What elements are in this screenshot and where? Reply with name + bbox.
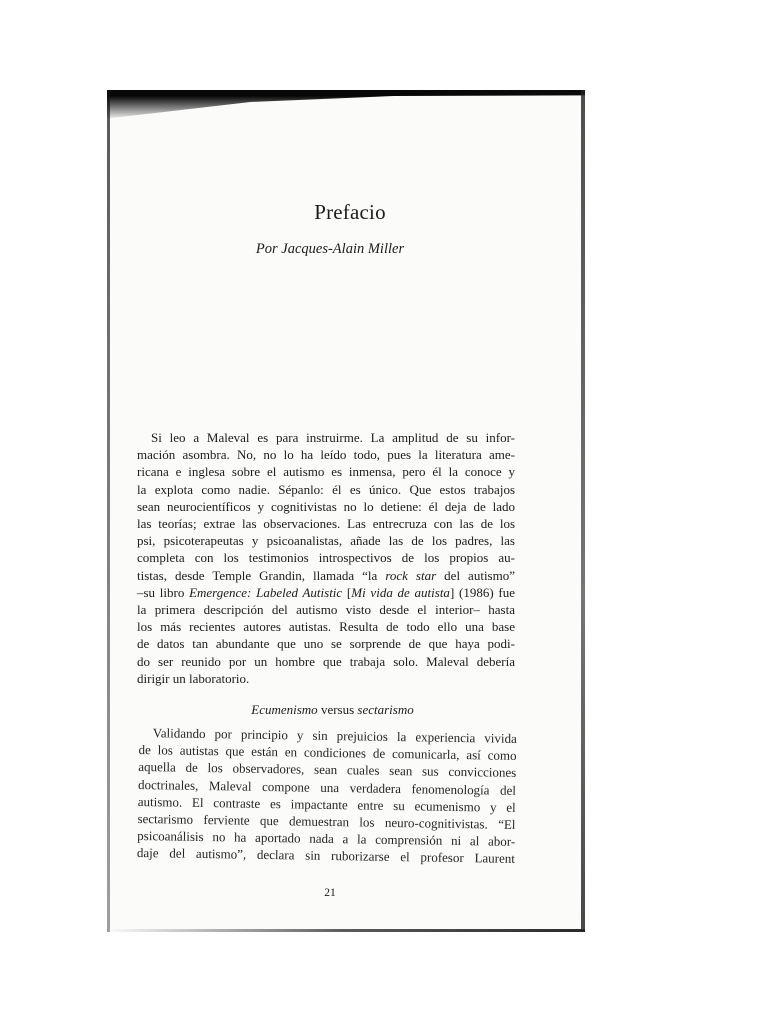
text-segment: tistas, desde Temple Grandin, llamada “la [137,567,386,583]
text-line [137,584,515,601]
text-line: de los autistas que están en condiciones de comunicarla, así como [138,742,517,764]
text-line: Si leo a Maleval es para instruirme. La amplitud de su infor- [151,430,515,445]
heading-connector: versus [317,702,358,717]
italic-term: rock star [385,567,437,583]
text-line: completa con los testimonios introspectivos de los propios au- [137,550,515,566]
text-line: las teorías; extrae las observaciones. Las entrecruza con las de los [137,516,515,532]
text-line: Validando por principio y sin prejuicios la experiencia vivida [152,725,517,746]
text-line: sectarismo ferviente que demuestran los neuro-cognitivistas. “El [137,811,516,832]
text-segment: ] (1986) fue [449,584,515,600]
text-segment: –su libro [137,584,190,600]
text-segment: [ [342,584,352,600]
heading-term: Ecumenismo [251,702,318,717]
text-line: autismo. El contraste es impactante entre su ecumenismo y el [137,793,516,815]
author-byline: Por Jacques-Alain Miller [255,241,405,257]
scan-left-edge [107,90,110,932]
paragraph-section [137,724,517,868]
text-line: psi, psicoterapeutas y psicoanalistas, añade las de los padres, las [137,533,515,549]
text-line: sean neurocientíficos y cognitivistas no lo detiene: él deja de lado [137,498,515,514]
scan-top-edge [480,90,585,95]
text-line: la primera descripción del autismo visto desde el interior– hasta [137,602,515,618]
scan-bottom-edge [107,929,585,932]
text-line: aquella de los observadores, sean cuales sean sus convicciones [138,759,517,781]
chapter-title: Prefacio [314,200,386,224]
book-title: Emergence: Labeled Autistic [189,584,343,600]
text-segment: del autismo” [436,567,515,583]
section-heading [200,702,465,718]
page-number: 21 [324,887,336,899]
text-line: ricana e inglesa sobre el autismo es inmensa, pero él la conoce y [137,464,515,480]
text-line: do ser reunido por un hombre que trabaja solo. Maleval debería [137,653,515,669]
text-line: doctrinales, Maleval compone una verdadera fenomenología del [137,776,517,798]
book-title-translation: Mi vida de autista [351,584,450,600]
text-line [137,567,515,584]
text-line: los más recientes autores autistas. Resulta de todo ello una base [137,619,515,635]
text-line: psicoanálisis no ha aportado nada a la comprensión ni al abor- [137,828,516,850]
text-line: mación asombra. No, no lo ha leído todo, pues la literatura ame- [137,447,515,463]
text-line: de datos tan abundante que uno se sorprende de que haya podi- [137,636,515,652]
paragraph-intro [137,429,515,687]
scan-right-edge [581,90,585,932]
text-line: daje del autismo”, declara sin ruborizarse el profesor Laurent [136,845,516,867]
heading-term: sectarismo [357,702,414,717]
text-line: la explota como nadie. Sépanlo: él es único. Que estos trabajos [137,481,515,497]
text-line: dirigir un laboratorio. [137,670,250,686]
